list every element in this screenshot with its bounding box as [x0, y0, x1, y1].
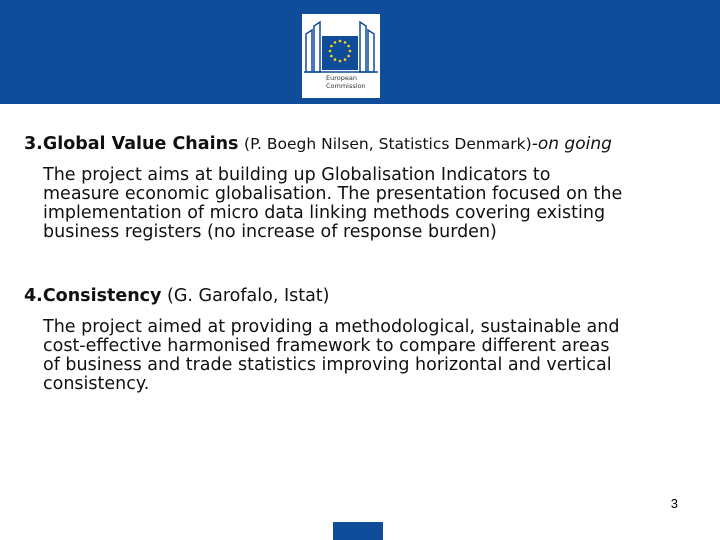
page-number: 3 [670, 496, 678, 511]
section-3-heading [24, 133, 714, 155]
section-4-heading [24, 285, 714, 307]
section-3-body [43, 166, 713, 242]
section-4-body [43, 318, 713, 394]
body-line: consistency. [43, 374, 150, 394]
section-status: -on going [531, 134, 612, 154]
european-commission-logo [302, 14, 380, 98]
body-line: implementation of micro data linking methods covering existing [43, 203, 606, 223]
body-line: business registers (no increase of response burden) [43, 222, 497, 242]
body-line: The project aimed at providing a methodological, sustainable and [43, 317, 620, 337]
section-authors: (P. Boegh Nilsen, Statistics Denmark) [244, 135, 532, 153]
section-title: Consistency [42, 286, 162, 306]
header-divider [0, 104, 720, 107]
section-authors: (G. Garofalo, Istat) [167, 286, 330, 306]
section-heading [24, 133, 714, 155]
body-line: cost-effective harmonised framework to compare different areas [43, 336, 610, 356]
header-band [0, 0, 720, 104]
footer-bar [333, 522, 383, 540]
section-number: 4. [24, 286, 43, 306]
body-line: of business and trade statistics improving horizontal and vertical [43, 355, 612, 375]
logo-line-1: European [326, 74, 357, 82]
body-line: The project aims at building up Globalisation Indicators to [43, 165, 551, 185]
section-heading [24, 285, 714, 307]
logo-line-2: Commission [326, 82, 366, 90]
section-number: 3. [24, 134, 43, 154]
section-title: Global Value Chains [42, 134, 239, 154]
logo-text [326, 74, 376, 90]
body-line: measure economic globalisation. The presentation focused on the [43, 184, 623, 204]
